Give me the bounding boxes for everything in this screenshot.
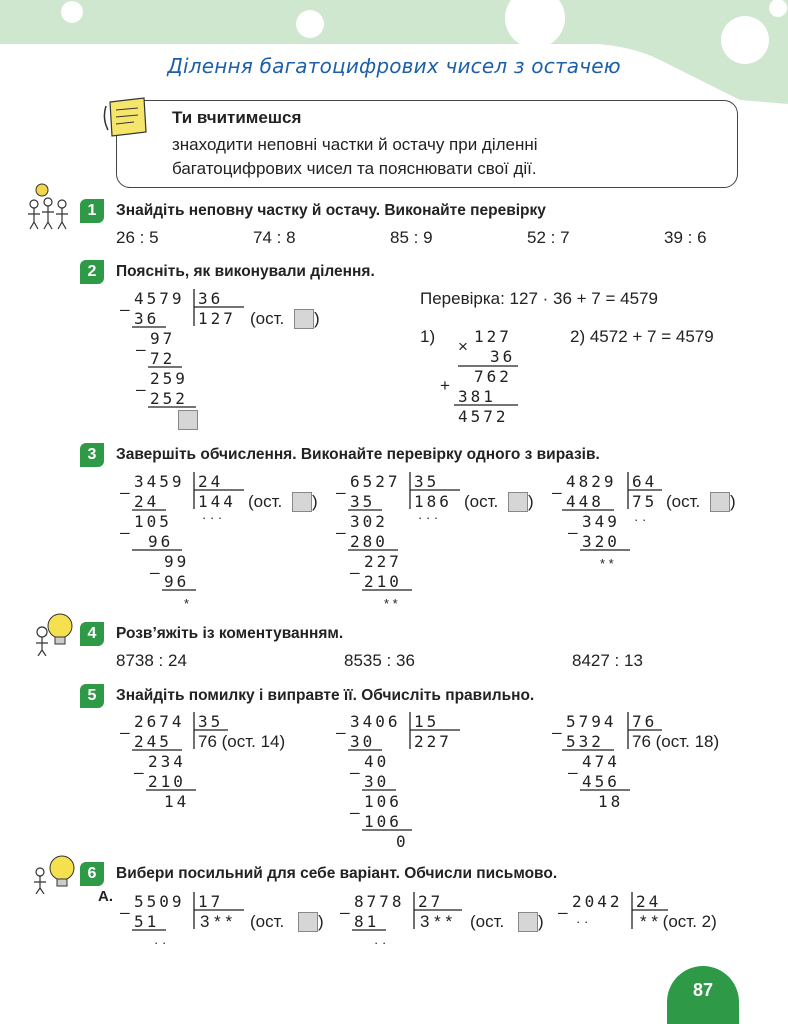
divisor: 27 bbox=[418, 892, 444, 911]
partial-product: 381 bbox=[458, 387, 496, 406]
multiplier: 36 bbox=[490, 347, 516, 366]
remainder-box[interactable] bbox=[298, 912, 318, 932]
dividend: 5794 bbox=[566, 712, 617, 731]
remainder-label: (ост. bbox=[666, 492, 701, 511]
remainder-box[interactable] bbox=[178, 410, 198, 430]
subtrahend: 81 bbox=[354, 912, 380, 931]
subtrahend: 448 bbox=[566, 492, 604, 511]
task-5-heading: Знайдіть помилку і виправте її. Обчисліть правильно. bbox=[116, 687, 535, 704]
subtrahend: 320 bbox=[582, 532, 620, 551]
subtrahend: 24 bbox=[134, 492, 160, 511]
dividend: 4579 bbox=[134, 289, 185, 308]
quotient: 227 bbox=[414, 732, 452, 751]
closing-paren: ) bbox=[730, 492, 736, 511]
minus-sign: – bbox=[340, 903, 353, 922]
remainder-label: (ост. bbox=[250, 309, 285, 328]
minus-sign: – bbox=[336, 523, 349, 542]
task-1-expression: 39 : 6 bbox=[664, 228, 707, 247]
quotient: 75 bbox=[632, 492, 658, 511]
subtrahend: 30 bbox=[364, 772, 390, 791]
subtrahend: 106 bbox=[364, 812, 402, 831]
minus-sign: – bbox=[150, 563, 163, 582]
dividend: 5509 bbox=[134, 892, 185, 911]
quotient: 3 * * bbox=[420, 912, 453, 931]
subtrahend: 96 bbox=[148, 532, 174, 551]
partial-dividend: 302 bbox=[350, 512, 388, 531]
partial-dividend: 105 bbox=[134, 512, 172, 531]
subtrahend: 96 bbox=[164, 572, 190, 591]
subtrahend: 252 bbox=[150, 389, 188, 408]
dividend: 3406 bbox=[350, 712, 401, 731]
minus-sign: – bbox=[120, 523, 133, 542]
task-1-expression: 26 : 5 bbox=[116, 228, 159, 247]
page-number: 87 bbox=[667, 966, 739, 1024]
remainder: 18 bbox=[598, 792, 624, 811]
task-4-expression: 8535 : 36 bbox=[344, 651, 415, 670]
dividend: 2674 bbox=[134, 712, 185, 731]
minus-sign: – bbox=[120, 483, 133, 502]
minus-sign: – bbox=[568, 523, 581, 542]
partial-dividend: 259 bbox=[150, 369, 188, 388]
minus-sign: – bbox=[120, 903, 133, 922]
partial-dividend: 227 bbox=[364, 552, 402, 571]
partial-dividend: 106 bbox=[364, 792, 402, 811]
subtrahend: 51 bbox=[134, 912, 160, 931]
quotient: 186 bbox=[414, 492, 452, 511]
closing-paren: ) bbox=[318, 912, 324, 931]
task-3-heading: Завершіть обчислення. Виконайте перевірку одного з виразів. bbox=[116, 446, 600, 463]
task-1-expression: 85 : 9 bbox=[390, 228, 433, 247]
divisor: 15 bbox=[414, 712, 440, 731]
lightbulb-thinker-icon bbox=[30, 610, 80, 656]
partial-dividend: 99 bbox=[164, 552, 190, 571]
minus-sign: – bbox=[120, 300, 133, 319]
learning-text-line-1: знаходити неповні частки й остачу при діленні bbox=[172, 135, 538, 154]
minus-sign: – bbox=[120, 723, 133, 742]
remainder-box[interactable] bbox=[292, 492, 312, 512]
remainder: 14 bbox=[164, 792, 190, 811]
subtrahend: 210 bbox=[364, 572, 402, 591]
divisor: 24 bbox=[198, 472, 224, 491]
remainder-box[interactable] bbox=[294, 309, 314, 329]
remainder-box[interactable] bbox=[518, 912, 538, 932]
divisor: 36 bbox=[198, 289, 224, 308]
product-sum: 4572 bbox=[458, 407, 509, 426]
minus-sign: – bbox=[134, 763, 147, 782]
minus-sign: – bbox=[136, 380, 149, 399]
task-4-expression: 8427 : 13 bbox=[572, 651, 643, 670]
partial-dividend: 349 bbox=[582, 512, 620, 531]
multiplicand: 127 bbox=[474, 327, 512, 346]
subtrahend: 72 bbox=[150, 349, 176, 368]
minus-sign: – bbox=[336, 723, 349, 742]
quotient: 127 bbox=[198, 309, 236, 328]
check-line: Перевірка: 127 · 36 + 7 = 4579 bbox=[420, 289, 658, 308]
remainder-stars: * * bbox=[384, 596, 398, 611]
quotient: 144 bbox=[198, 492, 236, 511]
remainder: 0 bbox=[396, 832, 409, 851]
closing-paren: ) bbox=[312, 492, 318, 511]
task-number-badge-1: 1 bbox=[80, 199, 104, 223]
minus-sign: – bbox=[350, 803, 363, 822]
quotient-with-remainder: 76 (ост. 18) bbox=[632, 732, 720, 751]
remainder-box[interactable] bbox=[710, 492, 730, 512]
minus-sign: – bbox=[552, 723, 565, 742]
task-number-badge-2: 2 bbox=[80, 260, 104, 284]
dividend: 3459 bbox=[134, 472, 185, 491]
next-step-dots: · · bbox=[154, 935, 167, 950]
subtrahend: 456 bbox=[582, 772, 620, 791]
next-step-dots: · · bbox=[374, 935, 387, 950]
dividend: 4829 bbox=[566, 472, 617, 491]
minus-sign: – bbox=[552, 483, 565, 502]
subtrahend: 36 bbox=[134, 309, 160, 328]
remainder-label: (ост. bbox=[248, 492, 283, 511]
task-1-expression: 52 : 7 bbox=[527, 228, 570, 247]
divisor: 76 bbox=[632, 712, 658, 731]
remainder-label: (ост. bbox=[464, 492, 499, 511]
minus-sign: – bbox=[136, 340, 149, 359]
subtrahend-dots: · · bbox=[576, 914, 589, 929]
subtrahend: 210 bbox=[148, 772, 186, 791]
subtrahend: 280 bbox=[350, 532, 388, 551]
dividend: 2042 bbox=[572, 892, 623, 911]
step-2: 2) 4572 + 7 = 4579 bbox=[570, 327, 714, 346]
minus-sign: – bbox=[558, 903, 571, 922]
minus-sign: – bbox=[568, 763, 581, 782]
partial-dividend: 234 bbox=[148, 752, 186, 771]
task-1-expression: 74 : 8 bbox=[253, 228, 296, 247]
closing-paren: ) bbox=[538, 912, 544, 931]
minus-sign: – bbox=[350, 563, 363, 582]
partial-dividend: 97 bbox=[150, 329, 176, 348]
remainder-stars: * * bbox=[600, 556, 614, 571]
task-1-heading: Знайдіть неповну частку й остачу. Виконайте перевірку bbox=[116, 202, 546, 219]
divisor: 64 bbox=[632, 472, 658, 491]
divisor: 24 bbox=[636, 892, 662, 911]
partial-dividend: 474 bbox=[582, 752, 620, 771]
learning-heading: Ти вчитимешся bbox=[172, 108, 302, 127]
quotient: 3 * * bbox=[200, 912, 233, 931]
task-6-heading: Вибери посильний для себе варіант. Обчисли письмово. bbox=[116, 865, 558, 882]
minus-sign: – bbox=[336, 483, 349, 502]
subtrahend: 532 bbox=[566, 732, 604, 751]
task-number-badge-3: 3 bbox=[80, 443, 104, 467]
divisor: 35 bbox=[198, 712, 224, 731]
partial-product: 762 bbox=[474, 367, 512, 386]
subtrahend: 30 bbox=[350, 732, 376, 751]
lightbulb-person-icon bbox=[30, 852, 80, 894]
subtrahend: 35 bbox=[350, 492, 376, 511]
quotient-dots: · · · bbox=[202, 510, 223, 525]
closing-paren: ) bbox=[528, 492, 534, 511]
task-2-heading: Поясніть, як виконували ділення. bbox=[116, 263, 375, 280]
divisor: 35 bbox=[414, 472, 440, 491]
task-number-badge-6: 6 bbox=[80, 862, 104, 886]
quotient-dots: · · bbox=[634, 512, 647, 527]
minus-sign: – bbox=[350, 763, 363, 782]
task-number-badge-5: 5 bbox=[80, 684, 104, 708]
learning-text-line-2: багатоцифрових чисел та пояснювати свої дії. bbox=[172, 159, 537, 178]
dividend: 6527 bbox=[350, 472, 401, 491]
quotient-dots: · · · bbox=[418, 510, 439, 525]
remainder-label: (ост. bbox=[470, 912, 505, 931]
step-label: 1) bbox=[420, 327, 436, 346]
page-title: Ділення багатоцифрових чисел з остачею bbox=[167, 54, 621, 78]
subtrahend: 245 bbox=[134, 732, 172, 751]
dividend: 8778 bbox=[354, 892, 405, 911]
partial-dividend: 40 bbox=[364, 752, 390, 771]
remainder-label: (ост. bbox=[250, 912, 285, 931]
variant-label: А. bbox=[98, 888, 113, 905]
remainder-stars: * bbox=[184, 596, 190, 611]
times-sign: × bbox=[458, 337, 468, 356]
task-4-expression: 8738 : 24 bbox=[116, 651, 187, 670]
closing-paren: ) bbox=[314, 309, 320, 328]
task-4-heading: Розв’яжіть із коментуванням. bbox=[116, 625, 344, 642]
quotient-with-remainder: 76 (ост. 14) bbox=[198, 732, 286, 751]
plus-sign: + bbox=[440, 376, 450, 395]
divisor: 17 bbox=[198, 892, 224, 911]
quotient-with-remainder: * * (ост. 2) bbox=[640, 912, 717, 931]
task-number-badge-4: 4 bbox=[80, 622, 104, 646]
remainder-box[interactable] bbox=[508, 492, 528, 512]
